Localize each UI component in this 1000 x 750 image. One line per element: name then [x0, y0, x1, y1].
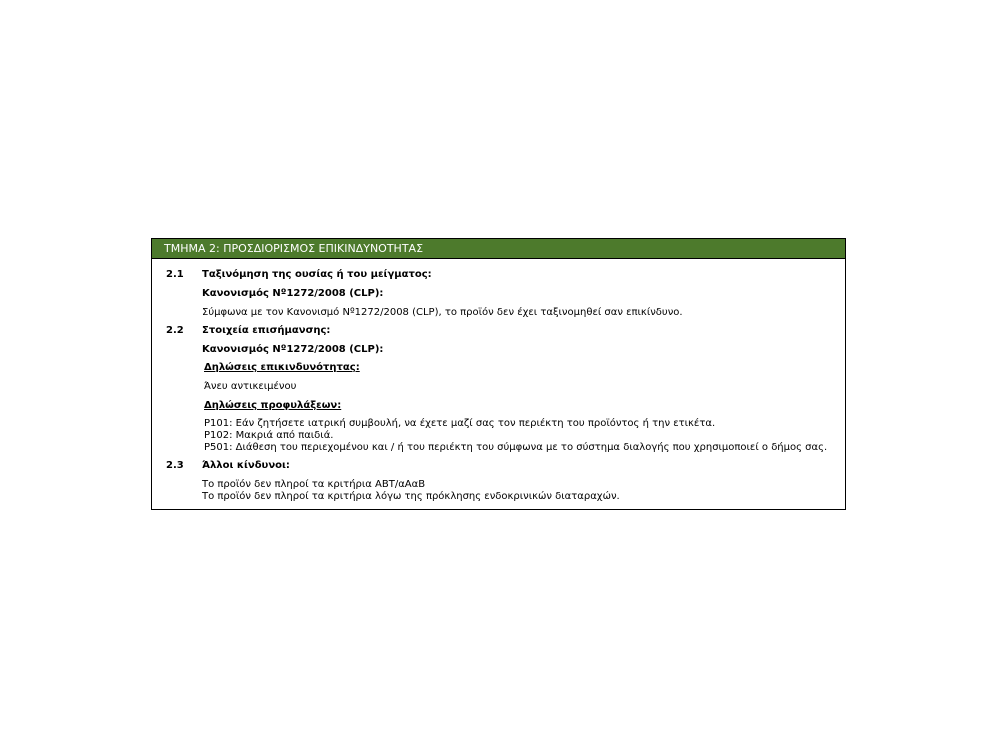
subsection-number-2-3: 2.3 [166, 460, 184, 471]
subsection-heading-2-3: Άλλοι κίνδυνοι: [202, 460, 290, 471]
regulation-label-2-1: Κανονισμός Nº1272/2008 (CLP): [202, 288, 384, 299]
subsection-number-2-1: 2.1 [166, 269, 184, 280]
precaution-p102: P102: Μακριά από παιδιά. [204, 430, 334, 441]
section-header [152, 239, 845, 259]
other-hazards-line-1: Το προϊόν δεν πληροί τα κριτήρια ΑΒΤ/αΑαΒ [202, 479, 426, 490]
hazard-statements-heading: Δηλώσεις επικινδυνότητας: [204, 362, 360, 373]
precaution-p501: P501: Διάθεση του περιεχομένου και / ή του περιέκτη του σύμφωνα με το σύστημα διαλογής που χρησιμοποιεί ο δήμος σας. [204, 442, 828, 453]
precaution-p101: P101: Εάν ζητήσετε ιατρική συμβουλή, να έχετε μαζί σας τον περιέκτη του προϊόντος ή την ετικέτα. [204, 418, 716, 429]
section-title: ΤΜΗΜΑ 2: ΠΡΟΣΔΙΟΡΙΣΜΟΣ ΕΠΙΚΙΝΔΥΝΟΤΗΤΑΣ [164, 242, 424, 255]
precautionary-statements-heading: Δηλώσεις προφυλάξεων: [204, 400, 342, 411]
classification-text: Σύμφωνα με τον Κανονισμό Nº1272/2008 (CLP), το προϊόν δεν έχει ταξινομηθεί σαν επικίνδυνο. [202, 307, 683, 318]
subsection-number-2-2: 2.2 [166, 325, 184, 336]
subsection-heading-2-1: Ταξινόμηση της ουσίας ή του μείγματος: [202, 269, 432, 280]
section-2-box [151, 238, 846, 510]
hazard-statements-text: Άνευ αντικειμένου [204, 381, 297, 392]
regulation-label-2-2: Κανονισμός Nº1272/2008 (CLP): [202, 344, 384, 355]
subsection-heading-2-2: Στοιχεία επισήμανσης: [202, 325, 331, 336]
other-hazards-line-2: Το προϊόν δεν πληροί τα κριτήρια λόγω της πρόκλησης ενδοκρινικών διαταραχών. [202, 491, 620, 502]
